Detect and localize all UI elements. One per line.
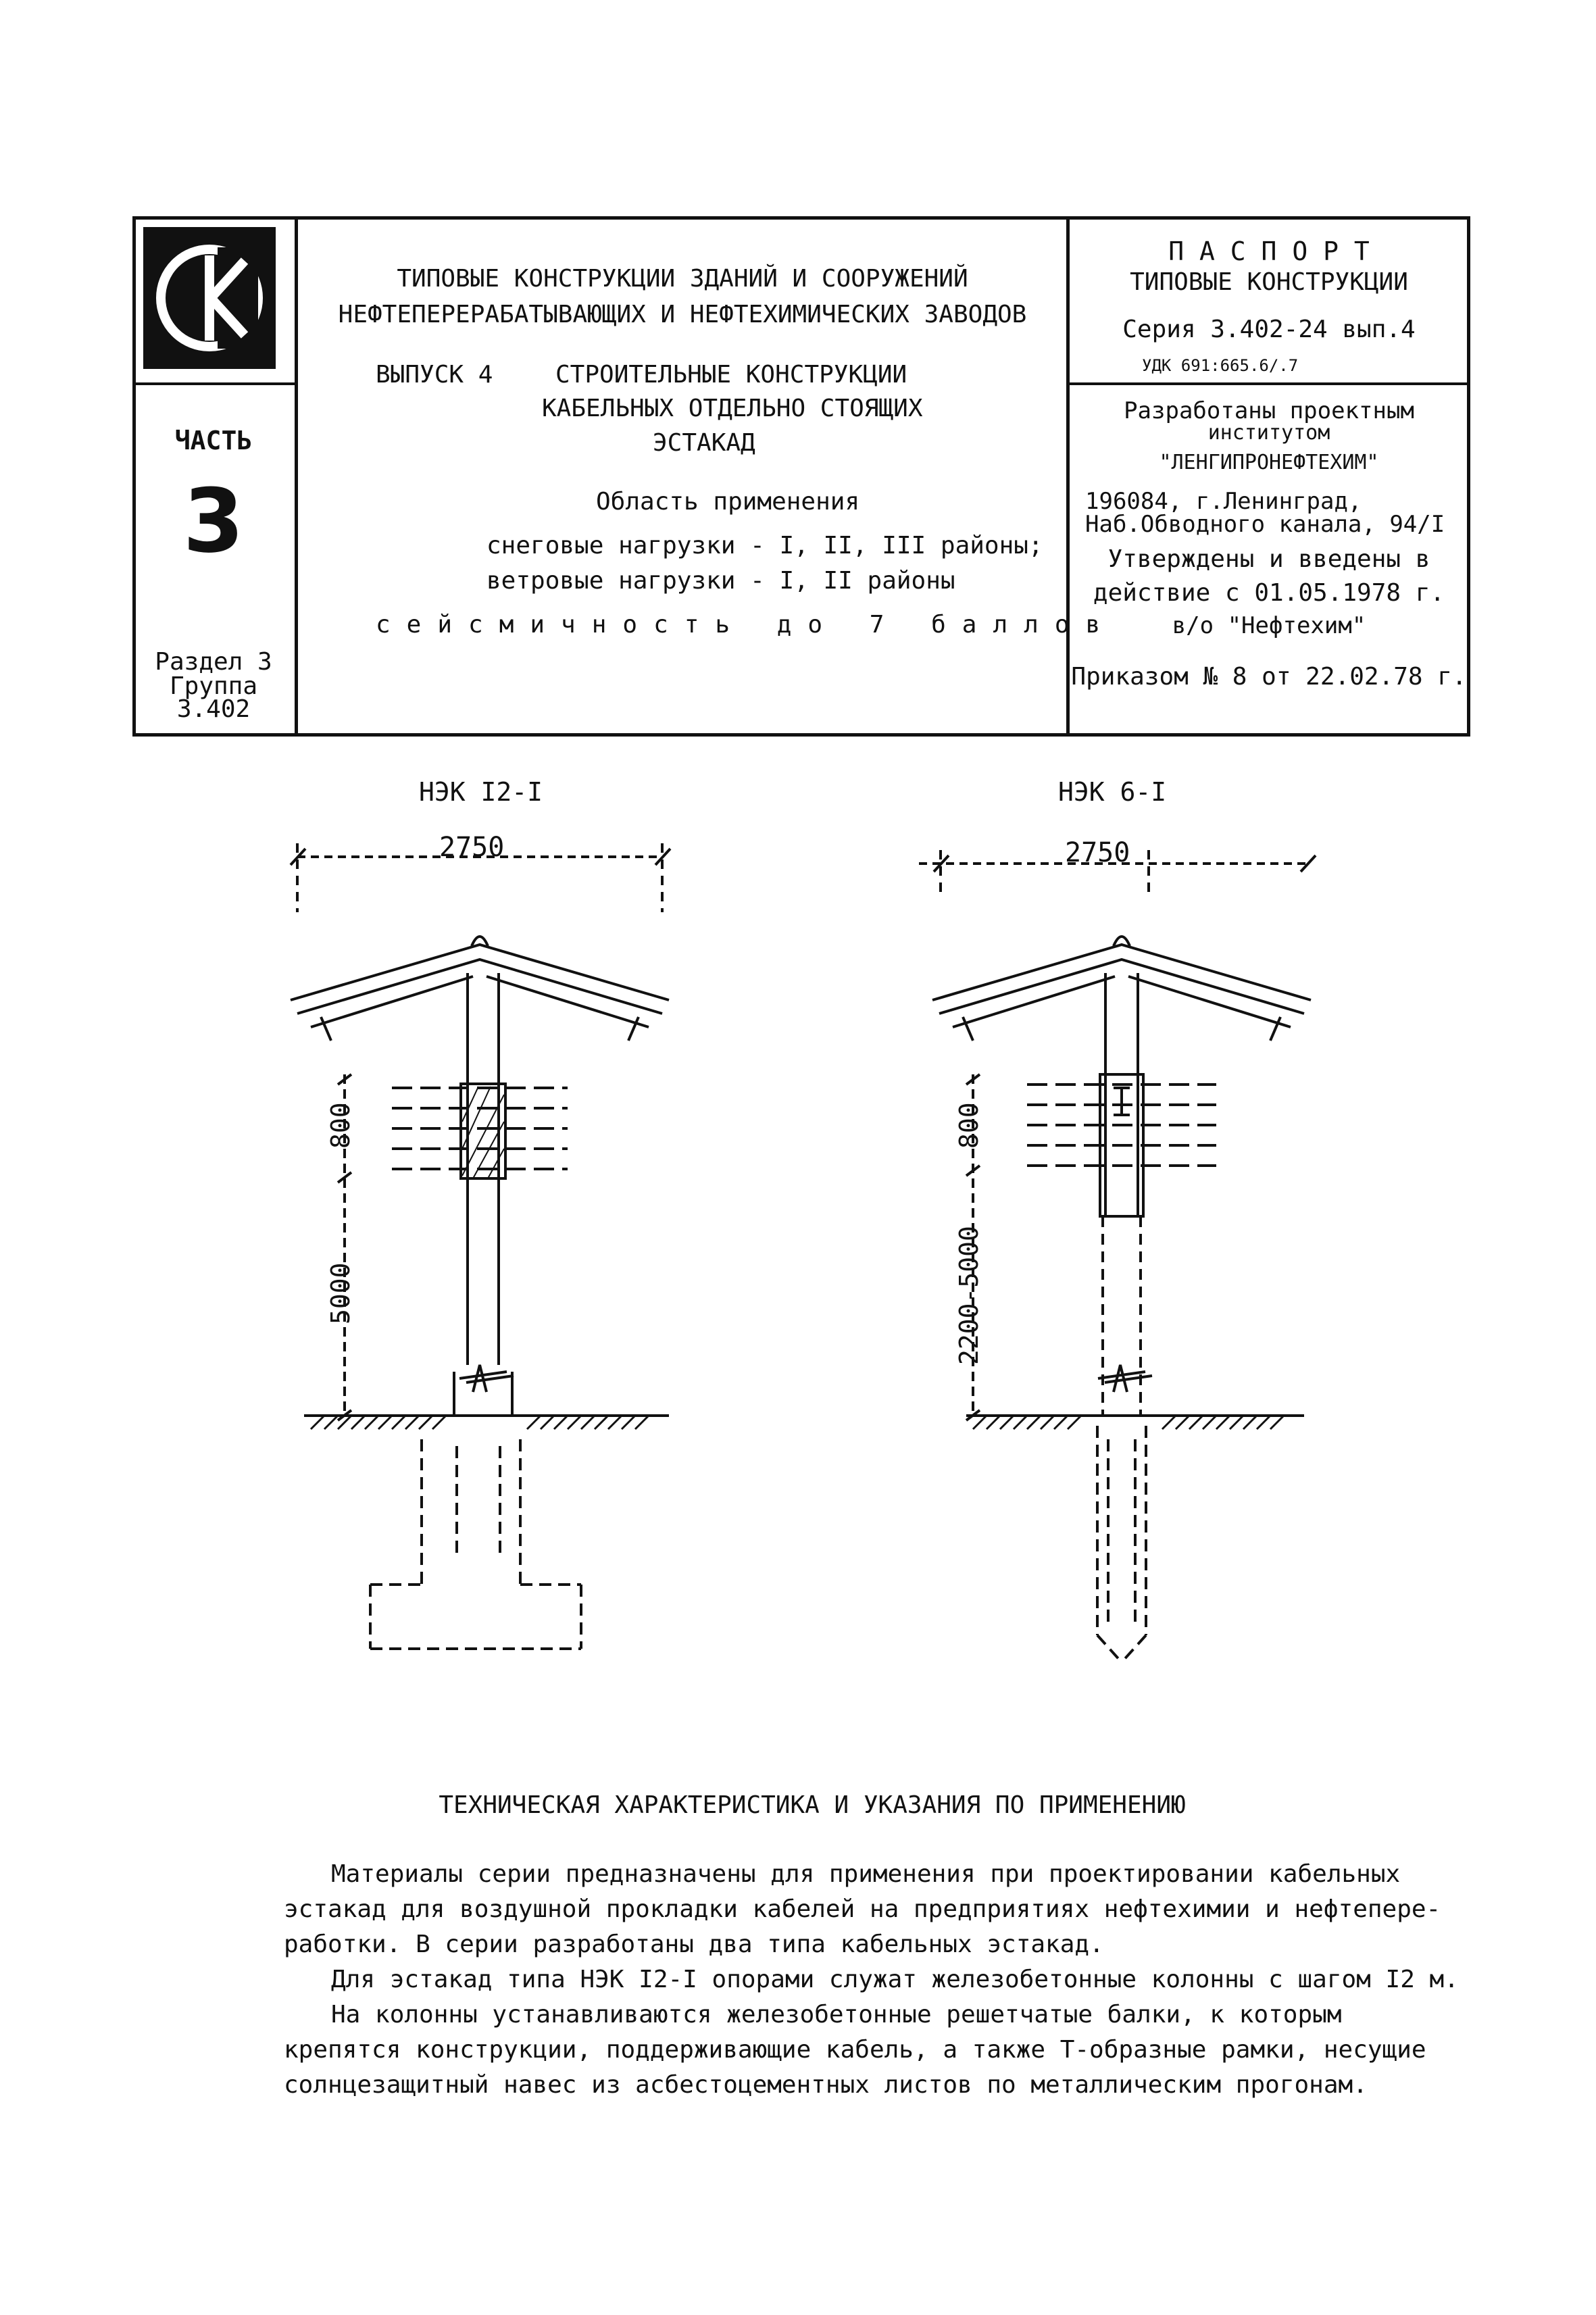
issue-line2: КАБЕЛЬНЫХ ОТДЕЛЬНО СТОЯЩИХ	[542, 395, 923, 422]
part-number: 3	[182, 470, 245, 572]
paragraph-3-line-3: солнцезащитный навес из асбестоцементных листов по металлическим прогонам.	[284, 2071, 1368, 2099]
dim-right-top: 2750	[1065, 837, 1130, 868]
address-line1: 196084, г.Ленинград,	[1085, 488, 1362, 515]
approved-line1: Утверждены и введены в	[1107, 545, 1430, 573]
scope-snow: снеговые нагрузки - I, II, III районы;	[487, 532, 1043, 559]
dim-right-upper: 800	[954, 1102, 984, 1149]
dim-right-lower: 2200-5000	[954, 1226, 984, 1365]
title-line2: НЕФТЕПЕРЕРАБАТЫВАЮЩИХ И НЕФТЕХИМИЧЕСКИХ ЗАВОДОВ	[338, 301, 1027, 328]
part-label: ЧАСТЬ	[174, 426, 253, 455]
developer-line1: Разработаны проектным	[1124, 397, 1414, 424]
approved-line2: действие с 01.05.1978 г.	[1093, 579, 1445, 607]
udk-code: УДК 691:665.6/.7	[1142, 356, 1299, 375]
title-line1: ТИПОВЫЕ КОНСТРУКЦИИ ЗДАНИЙ И СООРУЖЕНИЙ	[397, 265, 968, 293]
paragraph-1-line-3: работки. В серии разработаны два типа кабельных эстакад.	[284, 1931, 1104, 1958]
drawing-right-title: НЭК 6-I	[1058, 777, 1167, 807]
body-heading: ТЕХНИЧЕСКАЯ ХАРАКТЕРИСТИКА И УКАЗАНИЯ ПО ПРИМЕНЕНИЮ	[439, 1791, 1186, 1819]
issue-line3: ЭСТАКАД	[653, 429, 755, 457]
order-line: Приказом № 8 от 22.02.78 г.	[1071, 663, 1467, 691]
developer-line3: "ЛЕНГИПРОНЕФТЕХИМ"	[1159, 451, 1379, 474]
paragraph-2: Для эстакад типа НЭК I2-I опорами служат железобетонные колонны с шагом I2 м.	[331, 1966, 1459, 1993]
scope-seismic: сейсмичность до 7 баллов	[376, 611, 1117, 639]
drawing-left	[291, 843, 670, 1649]
dim-left-lower: 5000	[326, 1262, 355, 1324]
paragraph-3-line-2: крепятся конструкции, поддерживающие кабель, а также Т-образные рамки, несущие	[284, 2036, 1426, 2064]
passport-subtitle: ТИПОВЫЕ КОНСТРУКЦИИ	[1130, 268, 1408, 296]
dim-left-upper: 800	[326, 1102, 355, 1149]
issue-label: ВЫПУСК 4	[376, 361, 493, 389]
dim-left-top: 2750	[439, 832, 505, 863]
section-line2: Группа	[169, 672, 258, 700]
developer-line2: институтом	[1207, 421, 1330, 445]
scope-title: Область применения	[596, 488, 860, 516]
address-line2: Наб.Обводного канала, 94/I	[1085, 511, 1445, 538]
section-line3: 3.402	[176, 695, 251, 723]
series-number: Серия 3.402-24 вып.4	[1122, 316, 1416, 343]
paragraph-3-line-1: На колонны устанавливаются железобетонные решетчатые балки, к которым	[331, 2001, 1342, 2028]
drawing-left-title: НЭК I2-I	[419, 777, 543, 807]
passport-title: П А С П О Р Т	[1168, 237, 1370, 266]
approved-line3: в/о "Нефтехим"	[1172, 612, 1366, 639]
section-line1: Раздел 3	[155, 648, 272, 676]
scope-wind: ветровые нагрузки - I, II районы	[487, 567, 955, 595]
paragraph-1-line-1: Материалы серии предназначены для применения при проектировании кабельных	[331, 1860, 1401, 1888]
issue-line1: СТРОИТЕЛЬНЫЕ КОНСТРУКЦИИ	[555, 361, 907, 389]
paragraph-1-line-2: эстакад для воздушной прокладки кабелей на предприятиях нефтехимии и нефтепере-	[284, 1895, 1441, 1923]
